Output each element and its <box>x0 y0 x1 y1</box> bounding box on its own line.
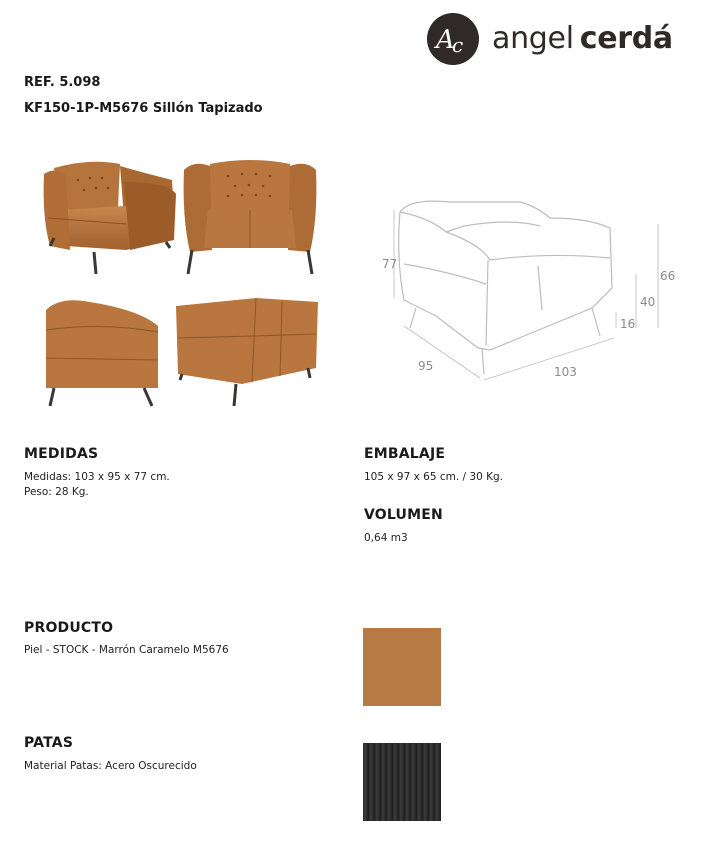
dim-height-total: 77 <box>382 257 398 271</box>
svg-text:c: c <box>452 33 464 57</box>
patas-material: Material Patas: Acero Oscurecido <box>24 760 197 772</box>
dim-height-back: 66 <box>660 269 676 283</box>
embalaje-value: 105 x 97 x 65 cm. / 30 Kg. <box>364 471 504 483</box>
leather-color-swatch <box>363 628 441 706</box>
brand-logo-mark <box>426 12 480 66</box>
brand-name <box>492 22 673 56</box>
product-reference: REF. 5.098 <box>24 75 101 90</box>
dim-height-legs: 16 <box>620 317 636 331</box>
product-photo-side <box>40 296 164 410</box>
dim-width: 103 <box>554 365 577 379</box>
medidas-dimensions: Medidas: 103 x 95 x 77 cm. <box>24 471 170 483</box>
brand-name-light: angel <box>492 21 574 56</box>
volumen-value: 0,64 m3 <box>364 532 408 544</box>
patas-title: PATAS <box>24 735 74 751</box>
producto-title: PRODUCTO <box>24 620 114 636</box>
dimension-drawing <box>360 188 690 388</box>
product-photo-back <box>172 292 320 408</box>
product-title: KF150-1P-M5676 Sillón Tapizado <box>24 101 263 116</box>
dim-height-seat: 40 <box>640 295 656 309</box>
steel-finish-swatch <box>363 743 441 821</box>
producto-material: Piel - STOCK - Marrón Caramelo M5676 <box>24 644 229 656</box>
svg-text:A: A <box>436 25 455 55</box>
product-photo-front <box>180 158 320 276</box>
product-photo-front-left <box>40 158 178 276</box>
medidas-weight: Peso: 28 Kg. <box>24 486 89 498</box>
volumen-title: VOLUMEN <box>364 507 443 523</box>
medidas-title: MEDIDAS <box>24 446 99 462</box>
embalaje-title: EMBALAJE <box>364 446 446 462</box>
brand-logo <box>426 12 688 70</box>
brand-name-bold: cerdá <box>579 21 673 56</box>
dim-depth: 95 <box>418 359 434 373</box>
